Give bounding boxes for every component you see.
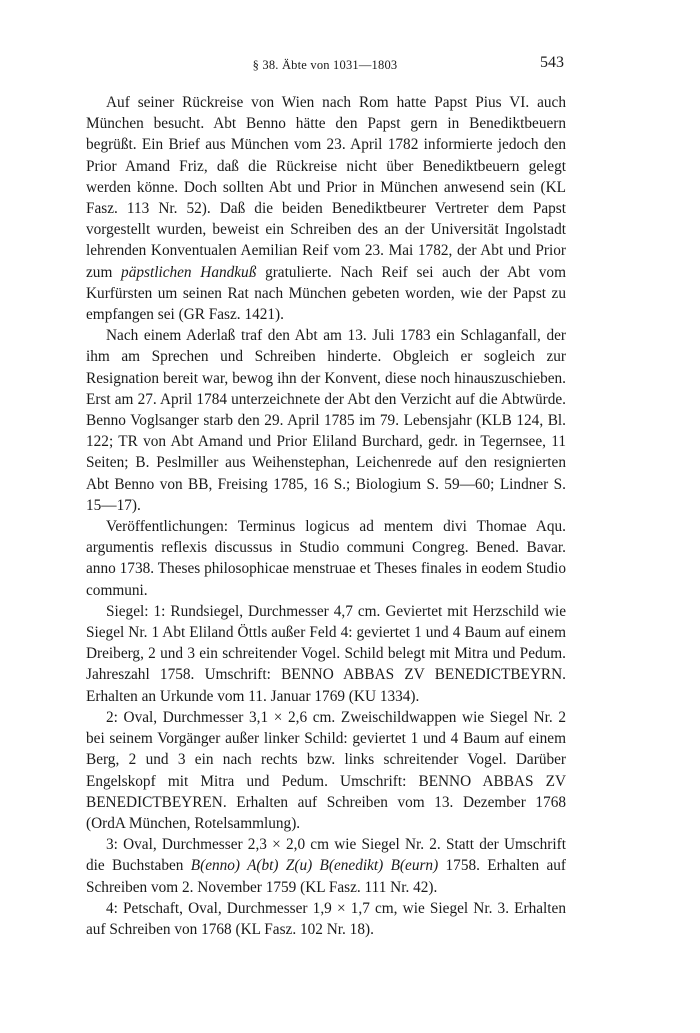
text-run: 2: Oval, Durchmesser 3,1 × 2,6 cm. Zweischildwappen wie Siegel Nr. 2 bei seinem Vorgänger außer linker Schild: geviertet 1 und 4 Baum auf einem Berg, 2 und 3 ein nach rechts bzw. links schreitender Vogel. Darüber Engelskopf mit Mitra und Pedum. Umschrift: BENNO ABBAS ZV BENEDICTBEYREN. Erhalten auf Schreiben vom 13. Dezember 1768 (OrdA München, Rotelsammlung). [86,708,566,832]
page-number: 543 [540,54,564,71]
paragraph-seal-3 [86,834,566,898]
paragraph-papal-visit [86,92,566,325]
text-run: 1758. Erhalten auf Schreiben vom 2. November 1759 (KL Fasz. 111 Nr. 42). [86,857,566,896]
body-text [86,92,566,940]
text-run: 3: Oval, Durchmesser 2,3 × 2,0 cm wie Siegel Nr. 2. Statt der Umschrift die Buchstaben [86,836,566,875]
italic-run: päpstlichen Handkuß [121,263,257,281]
text-run: gratulierte. Nach Reif sei auch der Abt vom Kurfürsten um seinen Rat nach München gebeten worden, wie der Papst zu empfangen sei (GR Fasz. 1421). [86,263,566,324]
running-head [86,54,564,76]
paragraph-seal-4 [86,898,566,940]
running-title: § 38. Äbte von 1031—1803 [252,58,398,72]
paragraph-stroke-and-death [86,325,566,516]
paragraph-seal-1 [86,601,566,707]
paragraph-seal-2 [86,707,566,834]
italic-run: B(enno) A(bt) Z(u) B(enedikt) B(eurn) [190,857,439,875]
text-run: 4: Petschaft, Oval, Durchmesser 1,9 × 1,7 cm, wie Siegel Nr. 3. Erhalten auf Schreiben von 1768 (KL Fasz. 102 Nr. 18). [86,899,566,938]
text-run: Auf seiner Rückreise von Wien nach Rom hatte Papst Pius VI. auch München besucht. Abt Benno hätte den Papst gern in Benediktbeuern begrüßt. Ein Brief aus München vom 23. April 1782 informierte jedoch den Prior Amand Friz, daß die Rückreise nicht über Benediktbeuern gelegt werden könne. Doch sollten Abt und Prior in München anwesend sein (KL Fasz. 113 Nr. 52). Daß die beiden Benediktbeurer Vertreter dem Papst vorgestellt wurden, beweist ein Schreiben des an der Universität Ingolstadt lehrenden Konventualen Aemilian Reif vom 23. Mai 1782, der Abt und Prior zum [86,94,566,281]
text-run: Veröffentlichungen: Terminus logicus ad mentem divi Thomae Aqu. argumentis reflexis discussus in Studio communi Congreg. Bened. Bavar. anno 1738. Theses philosophicae menstruae et Theses finales in eodem Studio communi. [86,518,566,599]
paragraph-publications [86,516,566,601]
text-run: Nach einem Aderlaß traf den Abt am 13. Juli 1783 ein Schlaganfall, der ihm am Sprechen und Schreiben hinderte. Obgleich er sogleich zur Resignation bereit war, bewog ihn der Konvent, diese noch hinauszuschieben. Erst am 27. April 1784 unterzeichnete der Abt den Verzicht auf die Abtwürde. Benno Voglsanger starb den 29. April 1785 im 79. Lebensjahr (KLB 124, Bl. 122; TR von Abt Amand und Prior Eliland Burchard, gedr. in Tegernsee, 11 Seiten; B. Peslmiller aus Weihenstephan, Leichenrede auf den resignierten Abt Benno von BB, Freising 1785, 16 S.; Biologium S. 59—60; Lindner S. 15—17). [86,327,566,514]
text-run: Siegel: 1: Rundsiegel, Durchmesser 4,7 cm. Geviertet mit Herzschild wie Siegel Nr. 1 Abt Eliland Öttls außer Feld 4: geviertet 1 und 4 Baum auf einem Dreiberg, 2 und 3 ein schreitender Vogel. Schild belegt mit Mitra und Pedum. Jahreszahl 1758. Umschrift: BENNO ABBAS ZV BENEDICTBEYRN. Erhalten an Urkunde vom 11. Januar 1769 (KU 1334). [86,602,566,705]
